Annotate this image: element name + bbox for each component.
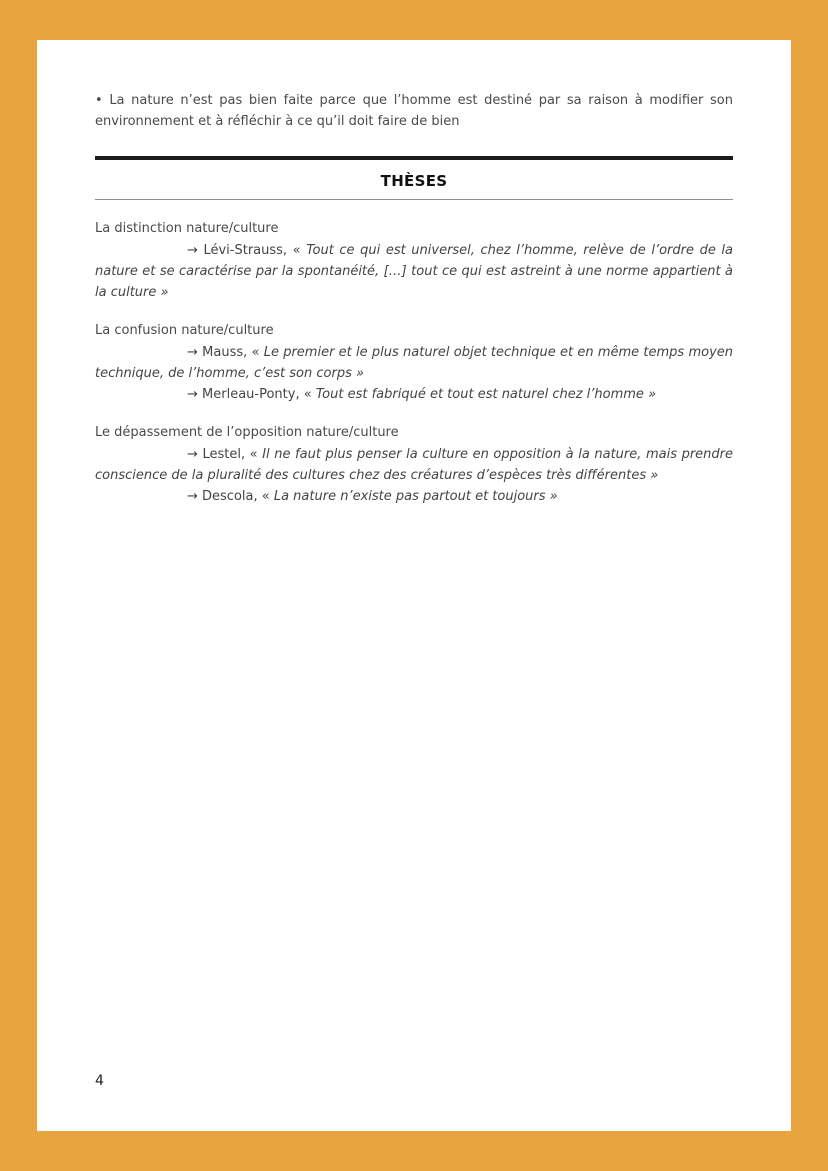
quote-entry	[95, 384, 733, 405]
section-confusion	[95, 320, 733, 405]
author-lead: → Merleau-Ponty, «	[187, 387, 316, 402]
heading-rule-thin	[95, 199, 733, 200]
quote-close: »	[643, 387, 657, 402]
section-title: La distinction nature/culture	[95, 221, 279, 236]
author-lead: → Descola, «	[187, 489, 274, 504]
quote-text: Le premier et le plus naturel objet technique et en même temps moyen technique, de l’homme, c’est son corps	[95, 345, 734, 381]
quote-entry	[95, 240, 733, 303]
quote-entry	[95, 444, 733, 486]
author-lead: → Lestel, «	[187, 447, 263, 462]
author-lead: → Mauss, «	[187, 345, 264, 360]
quote-entry	[95, 486, 733, 507]
quote-close: »	[351, 366, 365, 381]
quote-entry	[95, 342, 733, 384]
section-title: Le dépassement de l’opposition nature/culture	[95, 425, 399, 440]
quote-text: Tout ce qui est universel, chez l’homme, relève de l’ordre de la nature et se caractérise par la spontanéité, […] tout ce qui est astreint à une norme appartient à la culture	[95, 243, 733, 300]
section-title: La confusion nature/culture	[95, 323, 274, 338]
quote-text: Il ne faut plus penser la culture en opposition à la nature, mais prendre conscience de la pluralité des cultures chez des créatures d’espèces très différentes	[95, 447, 733, 483]
quote-close: »	[156, 285, 169, 300]
bullet-marker: •	[95, 93, 103, 108]
section-distinction	[95, 218, 733, 303]
intro-text: La nature n’est pas bien faite parce que l’homme est destiné par sa raison à modifier son environnement et à réfléchir à ce qu’il doit faire de bien	[95, 93, 733, 129]
intro-paragraph	[95, 90, 733, 132]
heading-rule-thick	[95, 156, 733, 160]
quote-text: La nature n’existe pas partout et toujours	[273, 489, 546, 504]
page-title: THÈSES	[380, 172, 448, 190]
quote-text: Tout est fabriqué et tout est naturel chez l’homme	[315, 387, 644, 402]
section-depassement	[95, 422, 733, 507]
page-number: 4	[95, 1073, 104, 1089]
document-page	[37, 40, 791, 1131]
author-lead: → Lévi-Strauss, «	[187, 243, 307, 258]
quote-close: »	[545, 489, 558, 504]
quote-close: »	[646, 468, 659, 483]
